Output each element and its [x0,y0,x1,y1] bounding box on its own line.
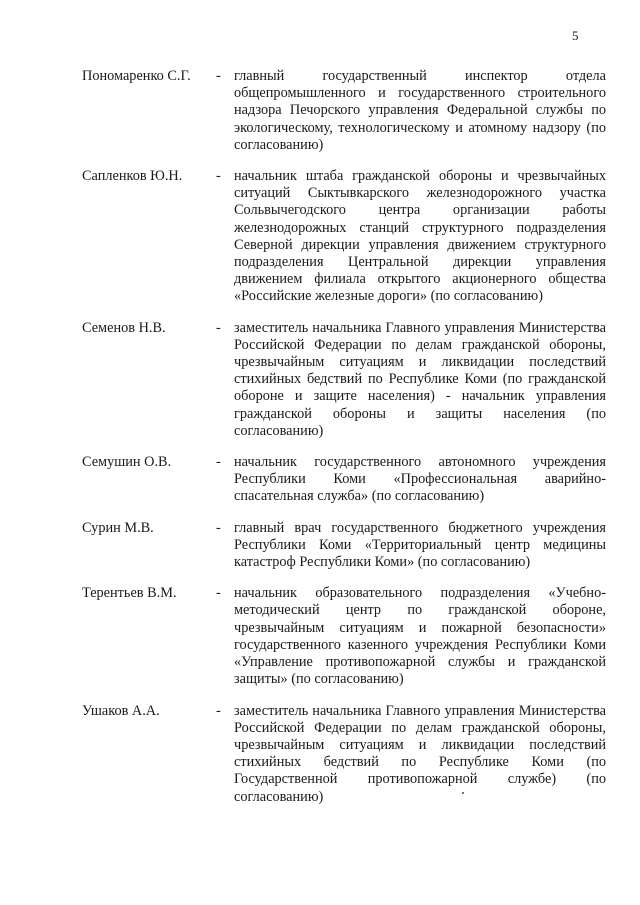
member-entry [82,454,606,506]
member-entry [82,68,606,154]
member-position: начальник образовательного подразделения «Учебно-методический центр по гражданской обороне, чрезвычайным ситуациям и пожарной безопасности» государственного казенного учреждения Республики Коми «Управление противопожарной службы и гражданской защиты» (по согласованию) [234,585,606,688]
member-entry [82,585,606,688]
member-dash: - [216,702,221,719]
member-dash: - [216,519,221,536]
member-position: главный государственный инспектор отдела общепромышленного и государственного строительного надзора Печорского управления Федеральной службы по экологическому, технологическому и атомному надзору (по согласованию) [234,68,606,153]
member-dash: - [216,454,221,471]
member-dash: - [216,168,221,185]
stray-dot [462,792,464,794]
member-dash: - [216,585,221,602]
member-name: Семенов Н.В. [82,319,166,336]
member-name: Терентьев В.М. [82,585,177,602]
member-name: Ушаков А.А. [82,702,160,719]
member-position: заместитель начальника Главного управления Министерства Российской Федерации по делам гражданской обороны, чрезвычайным ситуациям и ликвидации последствий стихийных бедствий по Республике Коми (по гражданской обороне и защите населения) - начальник управления гражданской обороны и защиты населения (по согласованию) [234,319,606,439]
member-entry [82,520,606,572]
member-name: Семушин О.В. [82,454,172,471]
page-number: 5 [572,28,579,43]
member-position: главный врач государственного бюджетного учреждения Республики Коми «Территориальный центр медицины катастроф Республики Коми» (по согласованию) [234,519,606,571]
member-name: Пономаренко С.Г. [82,68,191,84]
member-name: Сапленков Ю.Н. [82,168,183,185]
member-dash: - [216,68,221,84]
member-name: Сурин М.В. [82,519,154,536]
member-position: заместитель начальника Главного управления Министерства Российской Федерации по делам гражданской обороны, чрезвычайным ситуациям и ликвидации последствий стихийных бедствий по Республике Коми (по Государственной противопожарной службе) (по согласованию) [234,702,606,805]
member-list [82,68,606,820]
member-position: начальник государственного автономного учреждения Республики Коми «Профессиональная аварийно-спасательная служба» (по согласованию) [234,454,606,505]
member-dash: - [216,319,221,336]
member-entry [82,320,606,440]
member-entry [82,168,606,306]
member-entry [82,703,606,806]
member-position: начальник штаба гражданской обороны и чрезвычайных ситуаций Сыктывкарского железнодорожного участка Сольвычегодского центра организации работы железнодорожных станций структурного подразделения Северной дирекции управления движением структурного подразделения Центральной дирекции управления движением филиала открытого акционерного общества «Российские железные дороги» (по согласованию) [234,168,606,305]
